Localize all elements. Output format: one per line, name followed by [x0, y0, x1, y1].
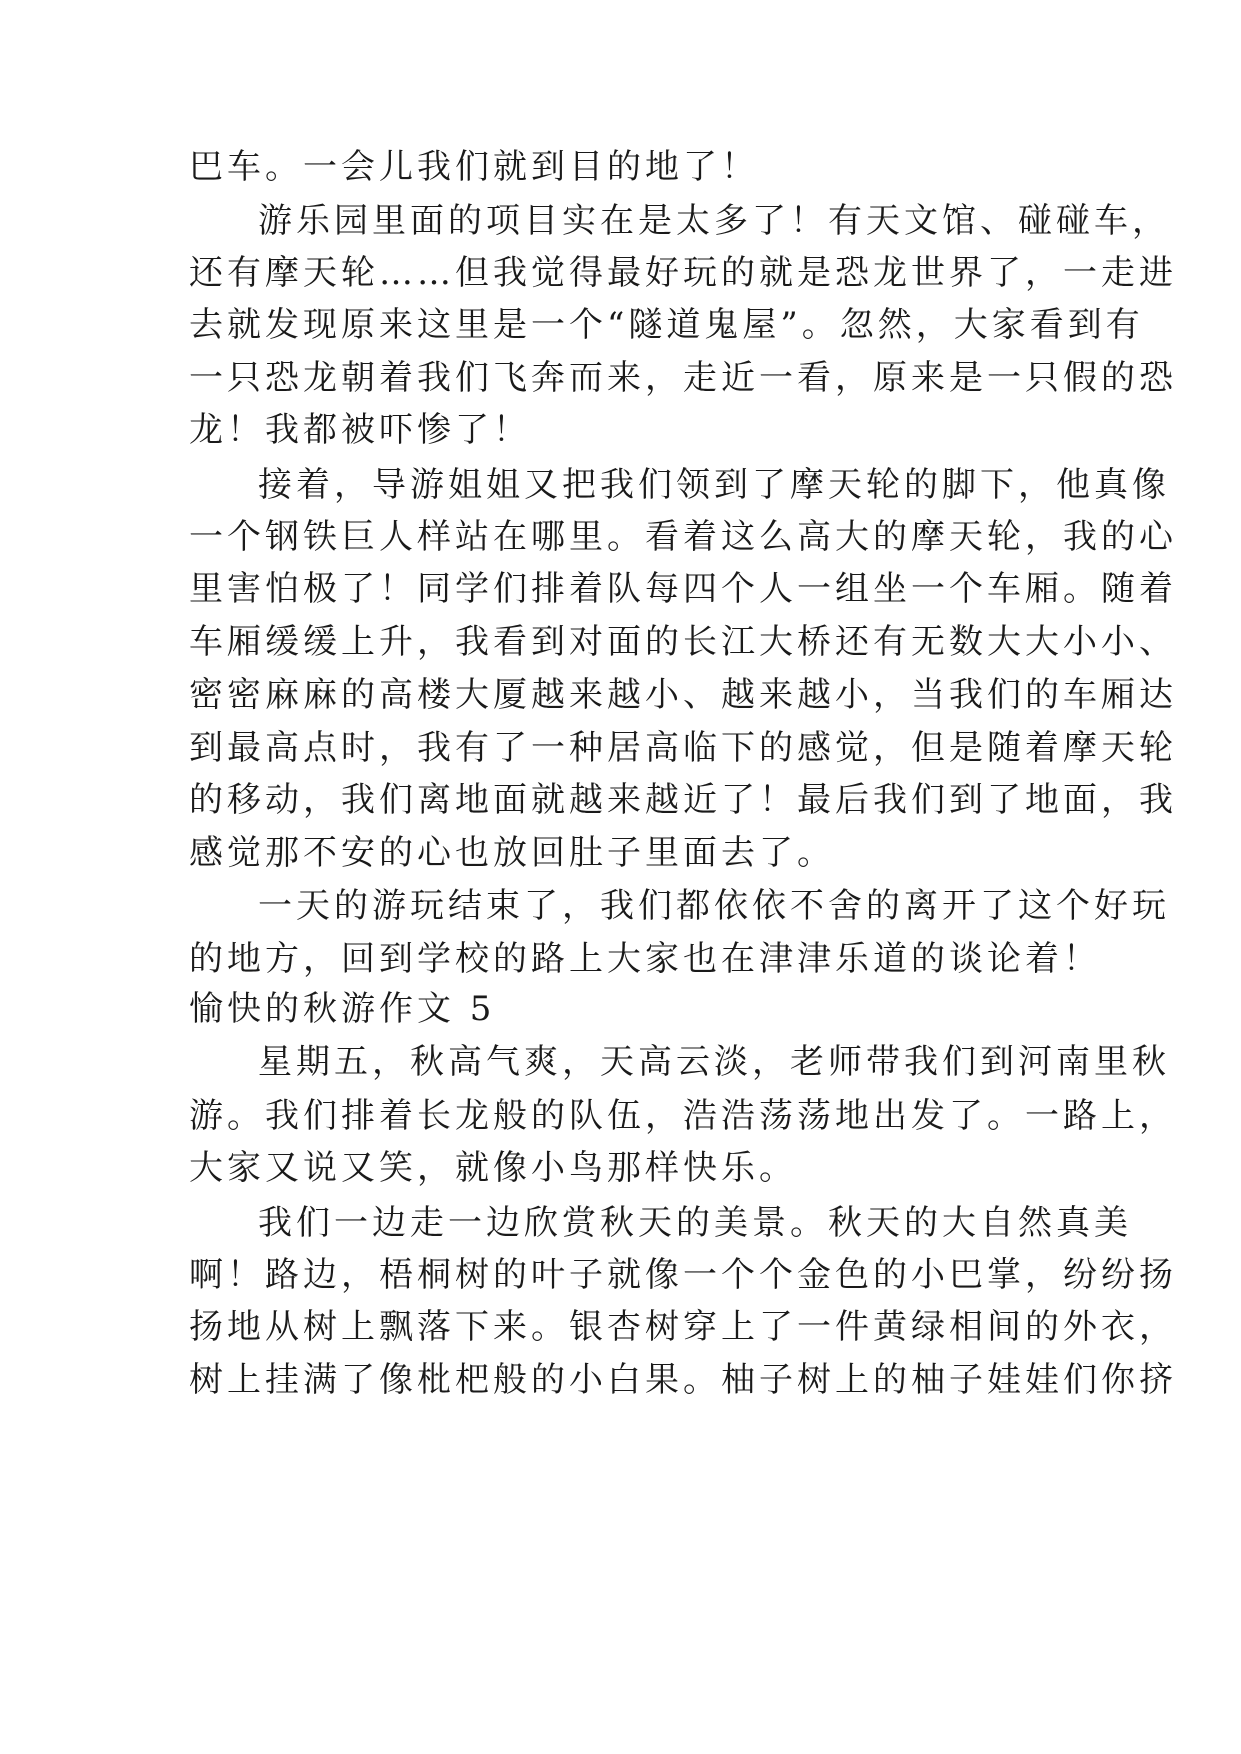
text-line: 车厢缓缓上升，我看到对面的长江大桥还有无数大大小小、 — [189, 622, 1177, 662]
text-line: 密密麻麻的高楼大厦越来越小、越来越小，当我们的车厢达 — [189, 675, 1177, 715]
paragraph-start-line: 我们一边走一边欣赏秋天的美景。秋天的大自然真美 — [258, 1203, 1132, 1243]
text-line: 龙！我都被吓惨了！ — [189, 410, 531, 450]
paragraph-start-line: 一天的游玩结束了，我们都依依不舍的离开了这个好玩 — [258, 886, 1170, 926]
paragraph-start-line: 游乐园里面的项目实在是太多了！有天文馆、碰碰车， — [258, 201, 1170, 241]
text-line: 感觉那不安的心也放回肚子里面去了。 — [189, 833, 835, 873]
text-line: 扬地从树上飘落下来。银杏树穿上了一件黄绿相间的外衣， — [189, 1307, 1177, 1347]
text-line: 还有摩天轮……但我觉得最好玩的就是恐龙世界了，一走进 — [189, 253, 1177, 293]
text-line: 一只恐龙朝着我们飞奔而来，走近一看，原来是一只假的恐 — [189, 358, 1177, 398]
text-line: 树上挂满了像枇杷般的小白果。柚子树上的柚子娃娃们你挤 — [189, 1360, 1177, 1400]
section-heading: 愉快的秋游作文 5 — [189, 989, 496, 1029]
text-line: 大家又说又笑，就像小鸟那样快乐。 — [189, 1148, 797, 1188]
text-line: 啊！路边，梧桐树的叶子就像一个个金色的小巴掌，纷纷扬 — [189, 1255, 1177, 1295]
text-line: 游。我们排着长龙般的队伍，浩浩荡荡地出发了。一路上， — [189, 1096, 1177, 1136]
text-line: 去就发现原来这里是一个“隧道鬼屋”。忽然，大家看到有 — [189, 305, 1144, 345]
text-line: 里害怕极了！同学们排着队每四个人一组坐一个车厢。随着 — [189, 569, 1177, 609]
paragraph-start-line: 星期五，秋高气爽，天高云淡，老师带我们到河南里秋 — [258, 1042, 1170, 1082]
paragraph-start-line: 接着，导游姐姐又把我们领到了摩天轮的脚下，他真像 — [258, 465, 1170, 505]
text-line: 的移动，我们离地面就越来越近了！最后我们到了地面，我 — [189, 780, 1177, 820]
text-line: 巴车。一会儿我们就到目的地了！ — [189, 147, 759, 187]
text-line: 一个钢铁巨人样站在哪里。看着这么高大的摩天轮，我的心 — [189, 517, 1177, 557]
text-line: 的地方，回到学校的路上大家也在津津乐道的谈论着！ — [189, 939, 1101, 979]
text-line: 到最高点时，我有了一种居高临下的感觉，但是随着摩天轮 — [189, 728, 1177, 768]
